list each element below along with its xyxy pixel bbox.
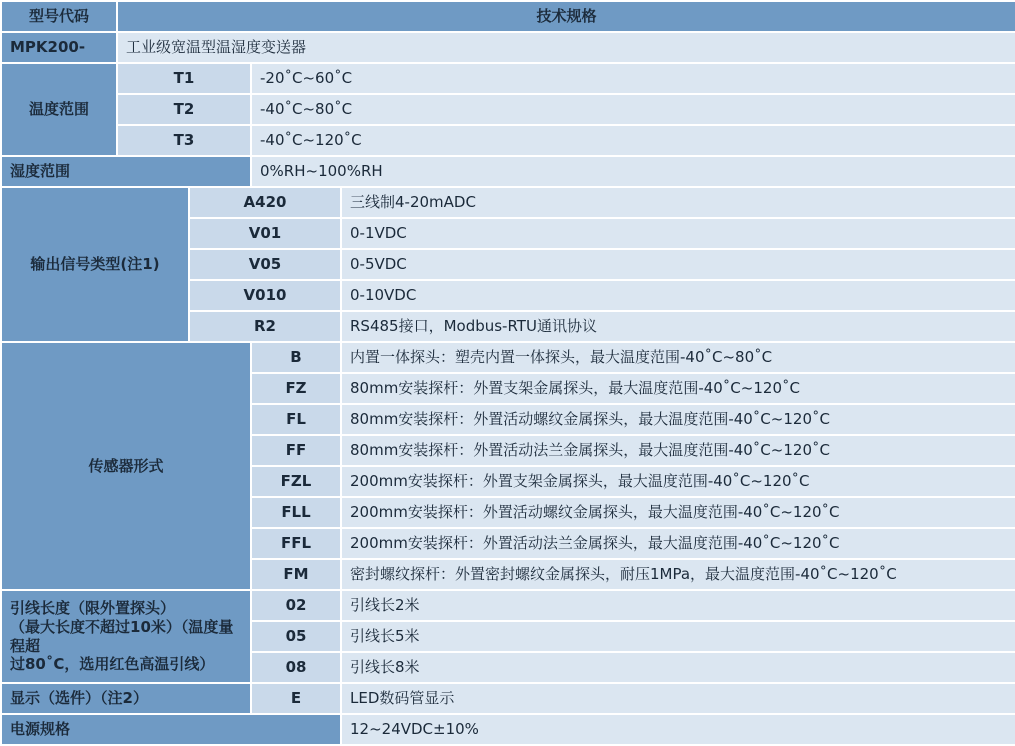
code-cell: FF — [251, 435, 341, 466]
desc-cell: 200mm安装探杆：外置支架金属探头，最大温度范围-40˚C~120˚C — [341, 466, 1015, 497]
code-cell: B — [251, 342, 341, 373]
table-row — [1, 94, 1015, 125]
lead-length-line-2: （最大长度不超过10米）（温度量程超 — [10, 617, 234, 655]
desc-cell: 200mm安装探杆：外置活动法兰金属探头，最大温度范围-40˚C~120˚C — [341, 528, 1015, 559]
desc-cell: 三线制4-20mADC — [341, 187, 1015, 218]
code-cell: FLL — [251, 497, 341, 528]
table-row — [1, 590, 1015, 621]
table-header-row — [1, 1, 1015, 32]
section-label-temperature-range: 温度范围 — [1, 63, 117, 156]
table-row — [1, 32, 1015, 63]
header-model-code: 型号代码 — [1, 1, 117, 32]
table-row — [1, 156, 1015, 187]
lead-length-line-3: 过80˚C，选用红色高温引线） — [10, 655, 215, 674]
code-cell: E — [251, 683, 341, 714]
code-cell: T2 — [117, 94, 251, 125]
code-cell: 02 — [251, 590, 341, 621]
desc-cell: 引线长2米 — [341, 590, 1015, 621]
code-cell: FFL — [251, 528, 341, 559]
desc-cell: -40˚C~80˚C — [251, 94, 1015, 125]
desc-cell: 内置一体探头：塑壳内置一体探头，最大温度范围-40˚C~80˚C — [341, 342, 1015, 373]
header-spec: 技术规格 — [117, 1, 1015, 32]
table-row — [1, 714, 1015, 745]
desc-cell: 0-10VDC — [341, 280, 1015, 311]
section-label-output-signal-type: 输出信号类型(注1) — [1, 187, 189, 342]
desc-cell: 引线长8米 — [341, 652, 1015, 683]
code-cell: V05 — [189, 249, 341, 280]
code-cell: V010 — [189, 280, 341, 311]
desc-cell: 密封螺纹探杆：外置密封螺纹金属探头，耐压1MPa，最大温度范围-40˚C~120˚C — [341, 559, 1015, 590]
code-cell: V01 — [189, 218, 341, 249]
section-label-power-spec: 电源规格 — [1, 714, 341, 745]
code-cell: T1 — [117, 63, 251, 94]
code-cell: FZ — [251, 373, 341, 404]
section-label-lead-length — [1, 590, 251, 683]
desc-cell: 80mm安装探杆：外置支架金属探头，最大温度范围-40˚C~120˚C — [341, 373, 1015, 404]
model-code: MPK200- — [1, 32, 117, 63]
desc-cell: 12~24VDC±10% — [341, 714, 1015, 745]
code-cell: 08 — [251, 652, 341, 683]
desc-cell: 80mm安装探杆：外置活动法兰金属探头，最大温度范围-40˚C~120˚C — [341, 435, 1015, 466]
lead-length-line-1: 引线长度（限外置探头） — [10, 599, 176, 617]
desc-cell: 0-5VDC — [341, 249, 1015, 280]
code-cell: T3 — [117, 125, 251, 156]
code-cell: FL — [251, 404, 341, 435]
model-desc: 工业级宽温型温湿度变送器 — [117, 32, 1015, 63]
section-label-sensor-type: 传感器形式 — [1, 342, 251, 590]
table-row — [1, 125, 1015, 156]
section-label-display-option: 显示（选件）（注2） — [1, 683, 251, 714]
table-row — [1, 63, 1015, 94]
desc-cell: LED数码管显示 — [341, 683, 1015, 714]
section-label-humidity-range: 湿度范围 — [1, 156, 251, 187]
code-cell: FZL — [251, 466, 341, 497]
desc-cell: -40˚C~120˚C — [251, 125, 1015, 156]
desc-cell: 200mm安装探杆：外置活动螺纹金属探头，最大温度范围-40˚C~120˚C — [341, 497, 1015, 528]
desc-cell: -20˚C~60˚C — [251, 63, 1015, 94]
table-row — [1, 187, 1015, 218]
desc-cell: 引线长5米 — [341, 621, 1015, 652]
desc-cell: 80mm安装探杆：外置活动螺纹金属探头，最大温度范围-40˚C~120˚C — [341, 404, 1015, 435]
table-row — [1, 342, 1015, 373]
code-cell: 05 — [251, 621, 341, 652]
desc-cell: RS485接口，Modbus-RTU通讯协议 — [341, 311, 1015, 342]
table-row — [1, 683, 1015, 714]
code-cell: FM — [251, 559, 341, 590]
code-cell: R2 — [189, 311, 341, 342]
desc-cell: 0-1VDC — [341, 218, 1015, 249]
desc-cell: 0%RH~100%RH — [251, 156, 1015, 187]
code-cell: A420 — [189, 187, 341, 218]
